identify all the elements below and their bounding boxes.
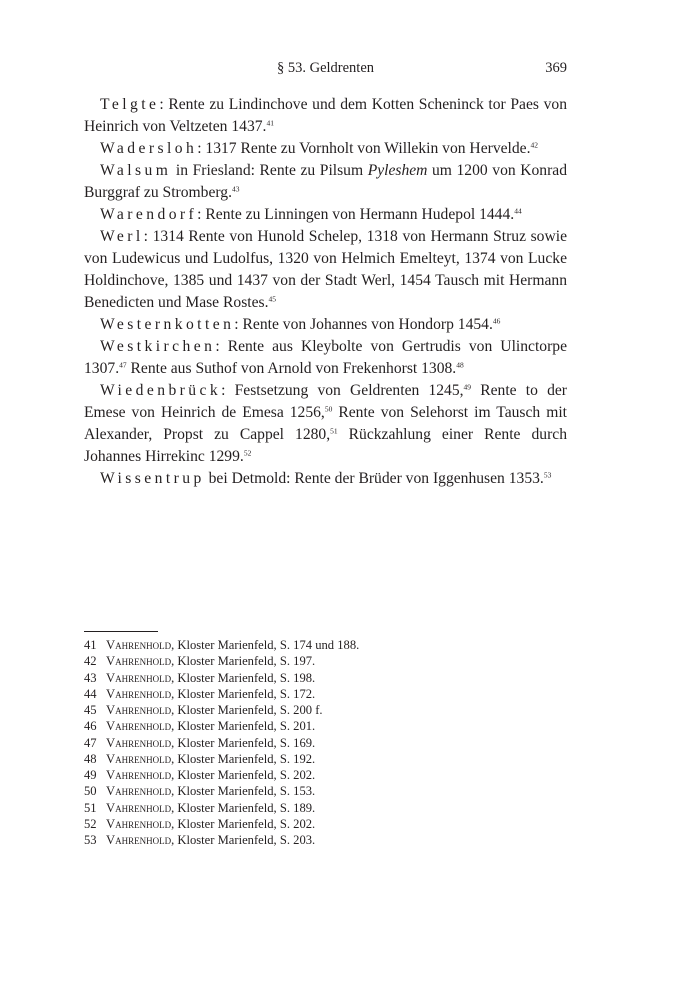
- footnote: [84, 767, 567, 783]
- footnote-ref: 46: [492, 316, 501, 326]
- footnote-ref-text: , Kloster Marienfeld, S. 202.: [171, 816, 316, 831]
- footnote-ref-text: , Kloster Marienfeld, S. 198.: [171, 670, 316, 685]
- footnote-number: 43: [84, 670, 97, 685]
- footnote-ref-text: , Kloster Marienfeld, S. 153.: [171, 784, 316, 799]
- footnote: [84, 816, 567, 832]
- footnote-ref: 51: [330, 426, 338, 436]
- footnote: [84, 735, 567, 751]
- place-name: Westkirchen: [100, 338, 216, 355]
- entry-text: um 1200 von Konrad Burggraf zu Stromberg.: [84, 162, 568, 201]
- footnote: [84, 637, 567, 653]
- footnote: [84, 800, 567, 816]
- entry-walsum: [84, 160, 567, 204]
- footnote-number: 46: [84, 719, 97, 734]
- footnote-ref: 41: [266, 118, 274, 128]
- entry-text: : Festsetzung von Geldrenten 1245,: [221, 382, 464, 399]
- footnote-author: Vahrenhold: [106, 751, 172, 766]
- footnote-author: Vahrenhold: [106, 768, 172, 782]
- footnote-author: Vahrenhold: [106, 703, 172, 717]
- footnote-ref-text: , Kloster Marienfeld, S. 202.: [171, 768, 316, 782]
- footnote-number: 52: [84, 816, 97, 831]
- footnote: [84, 653, 567, 669]
- place-name: Telgte: [100, 96, 160, 113]
- footnote-ref: 49: [463, 382, 472, 392]
- footnote-ref: 45: [268, 294, 276, 304]
- entry-text: : 1314 Rente von Hunold Schelep, 1318 von Hermann Struz sowie von Ludewicus und Ludolfus, 1320 von Helmich Emelteyt, 1374 von Lucke Holdinchove, 1385 und 1437 von der Stadt Werl, 1454 Tausch mit Hermann Benedicten und Mase Rostes.: [84, 228, 567, 311]
- footnote-ref: 48: [456, 360, 464, 370]
- footnote: [84, 702, 567, 718]
- footnote-ref: 53: [543, 470, 552, 480]
- footnote-ref-text: , Kloster Marienfeld, S. 200 f.: [171, 703, 323, 717]
- entry-telgte: [84, 94, 567, 138]
- footnote-number: 45: [84, 703, 97, 717]
- footnote-number: 42: [84, 654, 97, 669]
- entry-wissentrup: [84, 468, 567, 490]
- footnote-number: 47: [84, 735, 97, 750]
- footnote-ref: 44: [514, 206, 522, 216]
- footnote-number: 51: [84, 800, 97, 815]
- footnote-ref-text: , Kloster Marienfeld, S. 174 und 188.: [171, 638, 360, 652]
- place-name: Wiedenbrück: [100, 382, 222, 399]
- entry-text: : Rente zu Lindinchove und dem Kotten Scheninck tor Paes von Heinrich von Veltzeten 1437.: [84, 96, 567, 135]
- footnotes: [84, 637, 567, 848]
- footnote-author: Vahrenhold: [106, 686, 172, 701]
- place-name: Wadersloh: [100, 140, 198, 157]
- footnote-ref-text: , Kloster Marienfeld, S. 192.: [171, 751, 316, 766]
- entry-westkirchen: [84, 336, 567, 380]
- footnote-ref: 42: [530, 140, 538, 150]
- italic-name: Pyleshem: [367, 162, 428, 179]
- footnote: [84, 751, 567, 767]
- entry-werl: [84, 226, 567, 314]
- entry-text: in Friesland: Rente zu Pilsum: [171, 162, 368, 179]
- footnote-author: Vahrenhold: [106, 654, 172, 669]
- running-head: § 53. Geldrenten: [276, 60, 375, 76]
- footnote-number: 44: [84, 686, 97, 701]
- footnote-author: Vahrenhold: [106, 800, 172, 815]
- footnote-ref-text: , Kloster Marienfeld, S. 189.: [171, 800, 316, 815]
- footnote: [84, 670, 567, 686]
- entry-text: : Rente aus Kleybolte von Gertrudis von Ulinctorpe 1307.: [84, 338, 567, 377]
- entry-text: : Rente zu Linningen von Hermann Hudepol 1444.: [197, 206, 515, 223]
- footnote-ref-text: , Kloster Marienfeld, S. 203.: [171, 833, 316, 847]
- footnote-ref-text: , Kloster Marienfeld, S. 197.: [171, 654, 316, 669]
- footnote-ref-text: , Kloster Marienfeld, S. 172.: [171, 686, 316, 701]
- footnote-ref: 47: [119, 360, 127, 370]
- entry-text: bei Detmold: Rente der Brüder von Iggenhusen 1353.: [204, 470, 544, 487]
- footnote-number: 49: [84, 768, 97, 782]
- entry-wiedenbrueck: [84, 380, 567, 468]
- entry-text: Rückzahlung einer Rente durch Johannes Hirrekinc 1299.: [84, 426, 567, 465]
- footnote-ref: 50: [324, 404, 333, 414]
- footnote-author: Vahrenhold: [106, 833, 172, 847]
- place-name: Warendorf: [100, 206, 198, 223]
- entry-text: Rente von Selehorst im Tausch mit Alexander, Propst zu Cappel 1280,: [84, 404, 568, 443]
- entry-warendorf: [84, 204, 567, 226]
- footnote-number: 41: [84, 638, 97, 652]
- entry-wadersloh: [84, 138, 567, 160]
- page-number: 369: [545, 60, 567, 76]
- footnote: [84, 686, 567, 702]
- entry-text: : Rente von Johannes von Hondorp 1454.: [234, 316, 493, 333]
- place-name: Westernkotten: [100, 316, 235, 333]
- footnote-author: Vahrenhold: [106, 638, 172, 652]
- footnote-number: 48: [84, 751, 97, 766]
- footnote-ref: 52: [243, 448, 252, 458]
- footnote: [84, 832, 567, 848]
- footnote-number: 53: [84, 833, 97, 847]
- footnote-number: 50: [84, 784, 97, 799]
- footnote-author: Vahrenhold: [106, 670, 172, 685]
- entry-text: Rente to der Emese von Heinrich de Emesa 1256,: [84, 382, 567, 421]
- footnote-ref: 43: [231, 184, 240, 194]
- footnote-ref-text: , Kloster Marienfeld, S. 169.: [171, 735, 316, 750]
- main-text: [84, 94, 567, 490]
- footnote-author: Vahrenhold: [106, 784, 172, 799]
- footnote-ref-text: , Kloster Marienfeld, S. 201.: [171, 719, 316, 734]
- footnote-author: Vahrenhold: [106, 719, 172, 734]
- entry-text: : 1317 Rente zu Vornholt von Willekin von Hervelde.: [197, 140, 531, 157]
- footnote-author: Vahrenhold: [106, 735, 172, 750]
- footnote-separator: [84, 631, 158, 632]
- footnote-author: Vahrenhold: [106, 816, 172, 831]
- footnote: [84, 718, 567, 734]
- page-header: [84, 60, 567, 82]
- entry-text: Rente aus Suthof von Arnold von Frekenhorst 1308.: [126, 360, 457, 377]
- place-name: Werl: [100, 228, 144, 245]
- entry-westernkotten: [84, 314, 567, 336]
- place-name: Walsum: [100, 162, 172, 179]
- place-name: Wissentrup: [100, 470, 205, 487]
- footnote: [84, 783, 567, 799]
